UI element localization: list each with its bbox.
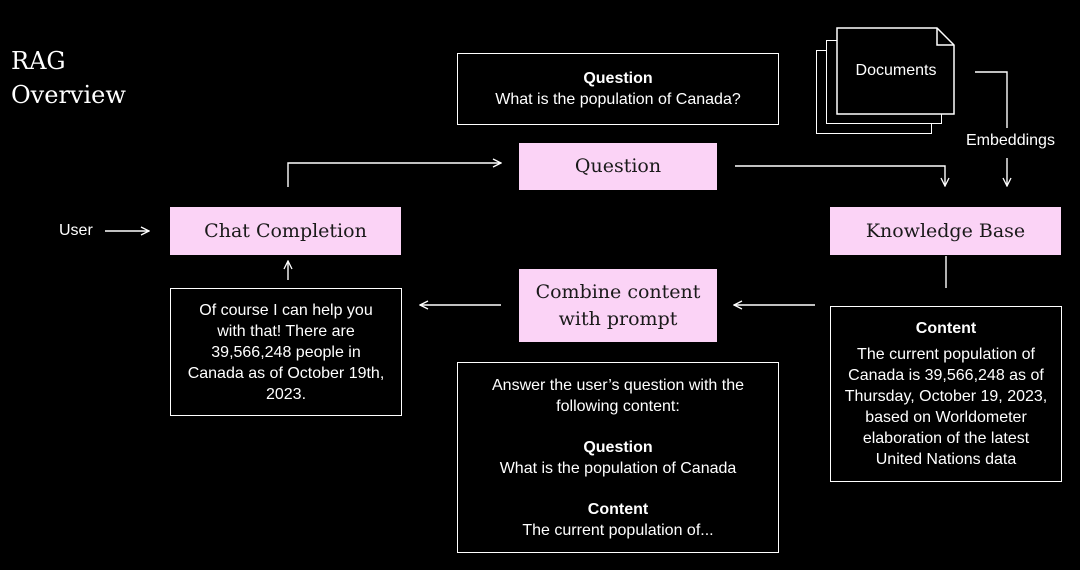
- knowledge-base-node: Knowledge Base: [830, 207, 1061, 255]
- chat-completion-node: Chat Completion: [170, 207, 401, 255]
- answer-line-2: with that! There are: [217, 322, 355, 340]
- content-line-6: United Nations data: [875, 451, 1017, 468]
- content-line-4: based on Worldometer: [865, 409, 1027, 426]
- content-line-5: elaboration of the latest: [862, 430, 1030, 447]
- question-detail-text: What is the population of Canada?: [495, 91, 741, 108]
- embeddings-label: Embeddings: [966, 132, 1055, 149]
- content-line-2: Canada is 39,566,248 as of: [848, 367, 1044, 384]
- content-line-3: Thursday, October 19, 2023,: [844, 388, 1048, 405]
- answer-box: [170, 288, 402, 416]
- content-box: [830, 306, 1062, 482]
- prompt-line-2: following content:: [556, 397, 680, 415]
- title-line-1: RAG: [11, 47, 66, 75]
- answer-line-3: 39,566,248 people in: [211, 343, 361, 361]
- question-detail-box: [457, 53, 779, 125]
- combine-line-2: with prompt: [558, 307, 678, 330]
- prompt-content-heading: Content: [587, 500, 649, 518]
- user-label: User: [59, 222, 93, 239]
- answer-line-1: Of course I can help you: [199, 301, 373, 319]
- question-node: Question: [519, 143, 717, 190]
- content-heading: Content: [915, 320, 977, 337]
- prompt-line-1: Answer the user’s question with the: [492, 376, 744, 394]
- combine-line-1: Combine content: [535, 280, 701, 303]
- combine-content-node: [519, 269, 717, 342]
- prompt-question-text: What is the population of Canada: [499, 459, 737, 477]
- content-line-1: The current population of: [857, 346, 1035, 363]
- answer-line-4: Canada as of October 19th,: [187, 364, 385, 382]
- arrow-question-to-kb: [735, 166, 945, 186]
- arrow-chat-to-question: [288, 163, 501, 187]
- title-line-2: Overview: [11, 81, 126, 109]
- page-title: [11, 44, 211, 112]
- question-detail-heading: Question: [583, 70, 653, 87]
- answer-line-5: 2023.: [265, 385, 307, 403]
- prompt-box: [457, 362, 779, 553]
- documents-label: Documents: [855, 62, 937, 79]
- arrow-docs-to-kb: [975, 72, 1007, 128]
- prompt-question-heading: Question: [583, 438, 653, 456]
- prompt-content-text: The current population of...: [522, 521, 714, 539]
